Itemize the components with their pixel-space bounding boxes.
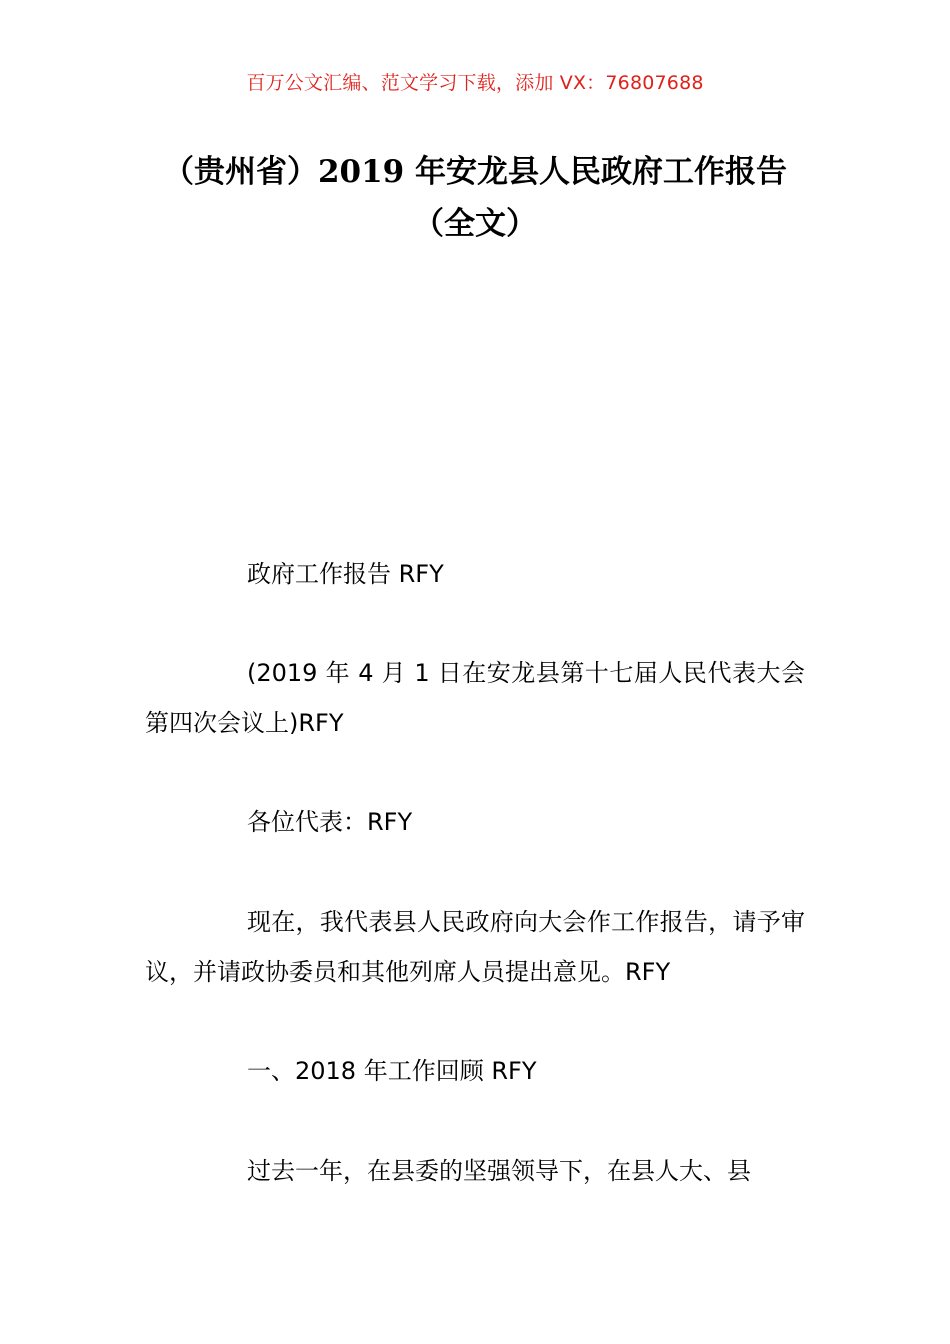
section-heading-review: 一、2018 年工作回顾 RFY — [247, 1057, 537, 1085]
paragraph-intro: 现在，我代表县人民政府向大会作工作报告，请予审议，并请政协委员和其他列席人员提出意见。RFY — [145, 908, 805, 986]
header-promo-note: 百万公文汇编、范文学习下载，添加 VX：76807688 — [246, 72, 704, 94]
paragraph-meeting-date: (2019 年 4 月 1 日在安龙县第十七届人民代表大会第四次会议上)RFY — [145, 659, 805, 737]
paragraph-review-start: 过去一年，在县委的坚强领导下，在县人大、县 — [247, 1157, 751, 1185]
paragraph-salutation: 各位代表：RFY — [247, 808, 413, 836]
document-title: （贵州省）2019 年安龙县人民政府工作报告（全文） — [162, 154, 788, 242]
paragraph-report-label: 政府工作报告 RFY — [247, 560, 444, 588]
